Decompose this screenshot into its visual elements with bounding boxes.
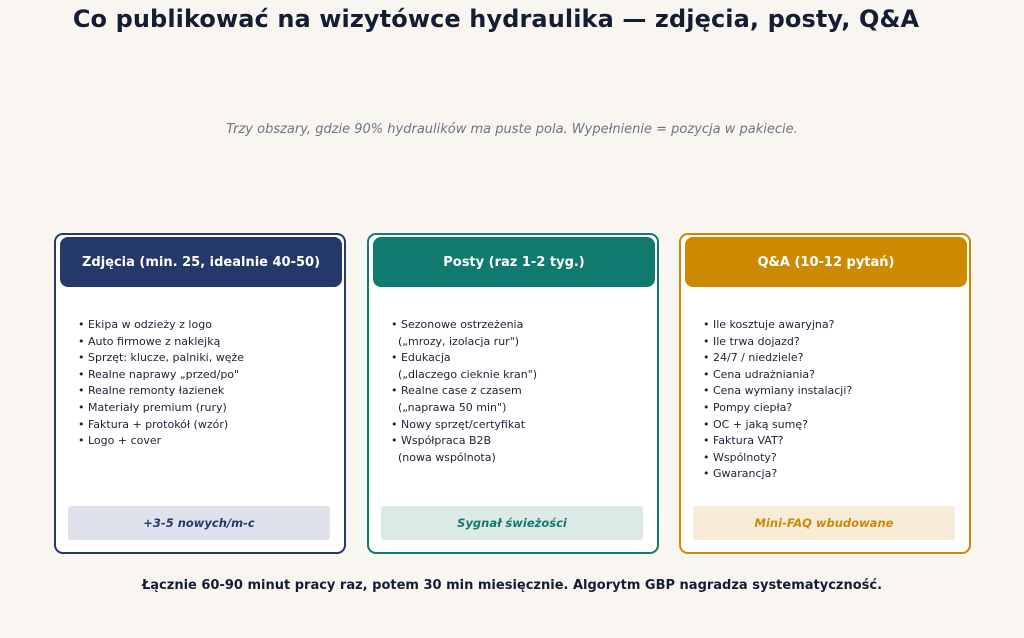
list-item: • 24/7 / niedziele? bbox=[703, 351, 804, 365]
card-qa-list bbox=[703, 317, 965, 483]
card-posts bbox=[367, 233, 659, 554]
list-item: • Sezonowe ostrzeżenia bbox=[391, 318, 524, 331]
page-subtitle: Trzy obszary, gdzie 90% hydraulików ma puste pola. Wypełnienie = pozycja w pakiecie. bbox=[226, 122, 798, 137]
card-qa-header: Q&A (10-12 pytań) bbox=[685, 237, 967, 287]
card-posts-footer: Sygnał świeżości bbox=[381, 506, 643, 540]
list-item: • Ekipa w odzieży z logo bbox=[78, 318, 212, 331]
card-qa-footer: Mini-FAQ wbudowane bbox=[693, 506, 955, 540]
list-item: („naprawa 50 min") bbox=[391, 400, 507, 414]
list-item: • Wspólnoty? bbox=[703, 450, 777, 464]
list-item: • Realne case z czasem bbox=[391, 384, 522, 398]
card-photos-footer: +3-5 nowych/m-c bbox=[68, 506, 330, 540]
card-posts-list bbox=[391, 317, 653, 466]
card-photos bbox=[54, 233, 346, 554]
list-item: • Cena wymiany instalacji? bbox=[703, 384, 853, 398]
card-posts-header: Posty (raz 1-2 tyg.) bbox=[373, 237, 655, 287]
list-item: • Cena udrażniania? bbox=[703, 367, 816, 381]
list-item: • Faktura VAT? bbox=[703, 434, 784, 448]
list-item: • Gwarancja? bbox=[703, 467, 778, 481]
list-item: • Faktura + protokół (wzór) bbox=[78, 417, 229, 431]
list-item: • OC + jaką sumę? bbox=[703, 417, 808, 431]
page-title: Co publikować na wizytówce hydraulika — zdjęcia, posty, Q&A bbox=[72, 5, 920, 33]
list-item: • Realne naprawy „przed/po" bbox=[78, 367, 240, 381]
list-item: • Pompy ciepła? bbox=[703, 400, 793, 414]
list-item: • Materiały premium (rury) bbox=[78, 400, 227, 414]
card-photos-list bbox=[78, 317, 340, 450]
list-item: („dlaczego cieknie kran") bbox=[391, 367, 538, 381]
list-item: • Realne remonty łazienek bbox=[78, 384, 225, 398]
list-item: • Ile trwa dojazd? bbox=[703, 334, 800, 348]
bottom-note: Łącznie 60-90 minut pracy raz, potem 30 min miesięcznie. Algorytm GBP nagradza systematyczność. bbox=[141, 578, 883, 593]
list-item: (nowa wspólnota) bbox=[391, 450, 496, 464]
list-item: • Nowy sprzęt/certyfikat bbox=[391, 417, 526, 431]
list-item: • Ile kosztuje awaryjna? bbox=[703, 318, 835, 331]
list-item: • Logo + cover bbox=[78, 434, 162, 448]
list-item: • Sprzęt: klucze, palniki, węże bbox=[78, 351, 245, 365]
card-qa bbox=[679, 233, 971, 554]
card-photos-header: Zdjęcia (min. 25, idealnie 40-50) bbox=[60, 237, 342, 287]
list-item: („mrozy, izolacja rur") bbox=[391, 334, 520, 348]
list-item: • Auto firmowe z naklejką bbox=[78, 334, 221, 348]
list-item: • Edukacja bbox=[391, 351, 451, 365]
list-item: • Współpraca B2B bbox=[391, 434, 492, 448]
